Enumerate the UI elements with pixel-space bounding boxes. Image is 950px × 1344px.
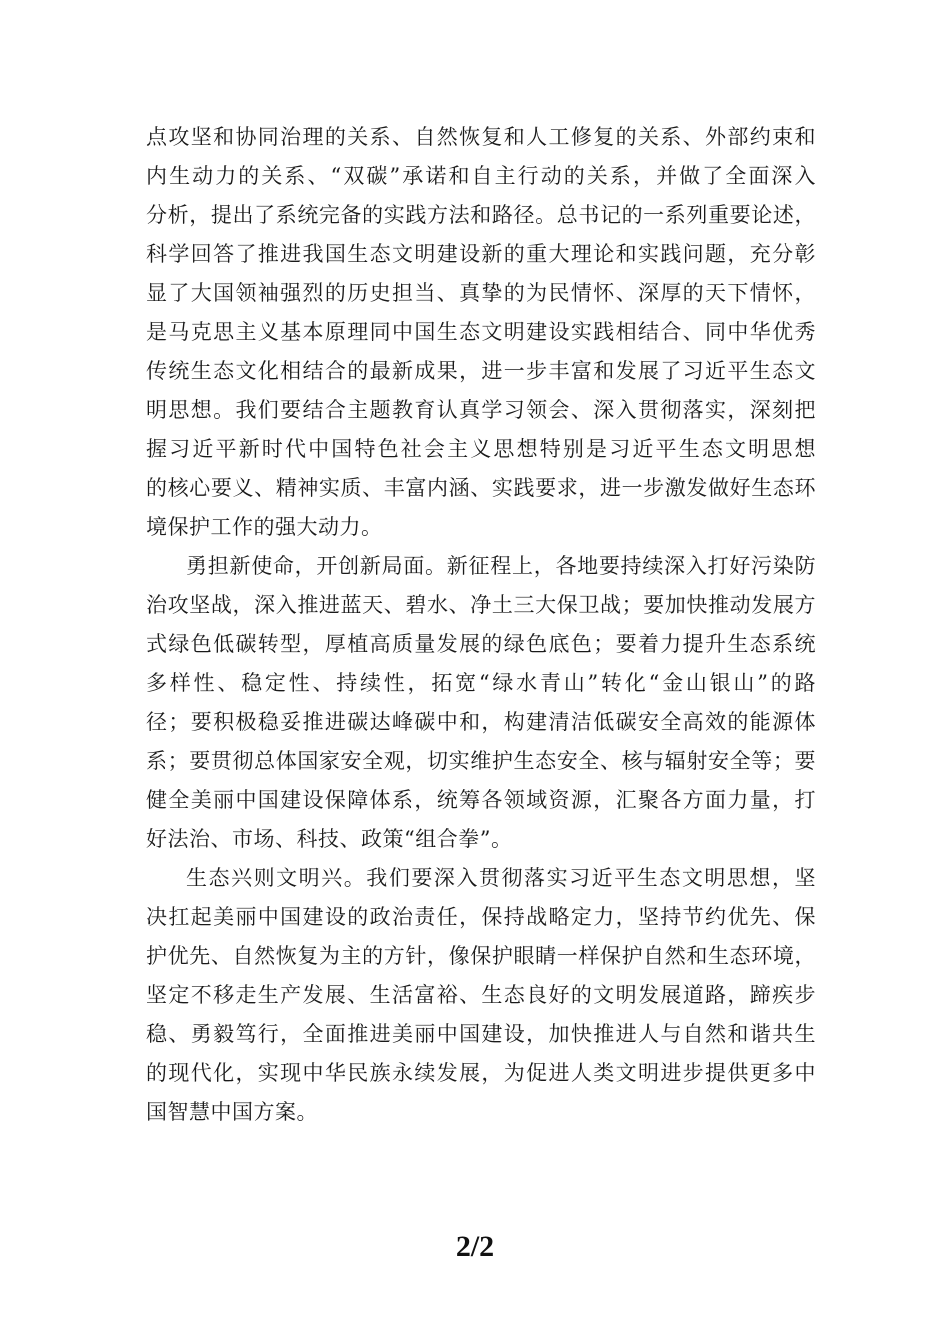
text-line: 勇担新使命，开创新局面。新征程上，各地要持续深入打好污染防 [186, 554, 816, 578]
text-line: 径；要积极稳妥推进碳达峰碳中和，构建清洁低碳安全高效的能源体 [146, 710, 816, 734]
text-line: 科学回答了推进我国生态文明建设新的重大理论和实践问题，充分彰 [146, 242, 816, 266]
paragraph [146, 118, 816, 547]
text-line: 国智慧中国方案。 [146, 1100, 318, 1124]
text-line: 内生动力的关系、“双碳”承诺和自主行动的关系，并做了全面深入 [146, 164, 816, 188]
page-number: 2/2 [455, 1230, 495, 1263]
text-line: 多样性、稳定性、持续性，拓宽“绿水青山”转化“金山银山”的路 [146, 671, 816, 695]
text-line: 式绿色低碳转型，厚植高质量发展的绿色底色；要着力提升生态系统 [146, 632, 816, 656]
text-line: 治攻坚战，深入推进蓝天、碧水、净土三大保卫战；要加快推动发展方 [146, 593, 816, 617]
paragraph [146, 547, 816, 859]
text-line: 健全美丽中国建设保障体系，统筹各领域资源，汇聚各方面力量，打 [146, 788, 816, 812]
text-line: 生态兴则文明兴。我们要深入贯彻落实习近平生态文明思想，坚 [186, 866, 816, 890]
text-line: 护优先、自然恢复为主的方针，像保护眼睛一样保护自然和生态环境， [146, 944, 816, 968]
text-line: 好法治、市场、科技、政策“组合拳”。 [146, 827, 513, 851]
text-line: 的现代化，实现中华民族永续发展，为促进人类文明进步提供更多中 [146, 1061, 816, 1085]
text-line: 显了大国领袖强烈的历史担当、真挚的为民情怀、深厚的天下情怀， [146, 281, 816, 305]
text-line: 决扛起美丽中国建设的政治责任，保持战略定力，坚持节约优先、保 [146, 905, 816, 929]
paragraph [146, 859, 816, 1132]
text-line: 稳、勇毅笃行，全面推进美丽中国建设，加快推进人与自然和谐共生 [146, 1022, 816, 1046]
text-line: 境保护工作的强大动力。 [146, 515, 383, 539]
text-line: 的核心要义、精神实质、丰富内涵、实践要求，进一步激发做好生态环 [146, 476, 816, 500]
text-line: 坚定不移走生产发展、生活富裕、生态良好的文明发展道路，蹄疾步 [146, 983, 816, 1007]
text-line: 握习近平新时代中国特色社会主义思想特别是习近平生态文明思想 [146, 437, 816, 461]
document-body [146, 118, 816, 1132]
text-line: 明思想。我们要结合主题教育认真学习领会、深入贯彻落实，深刻把 [146, 398, 816, 422]
text-line: 传统生态文化相结合的最新成果，进一步丰富和发展了习近平生态文 [146, 359, 816, 383]
text-line: 是马克思主义基本原理同中国生态文明建设实践相结合、同中华优秀 [146, 320, 816, 344]
text-line: 分析，提出了系统完备的实践方法和路径。总书记的一系列重要论述， [146, 203, 816, 227]
text-line: 系；要贯彻总体国家安全观，切实维护生态安全、核与辐射安全等；要 [146, 749, 816, 773]
text-line: 点攻坚和协同治理的关系、自然恢复和人工修复的关系、外部约束和 [146, 125, 816, 149]
